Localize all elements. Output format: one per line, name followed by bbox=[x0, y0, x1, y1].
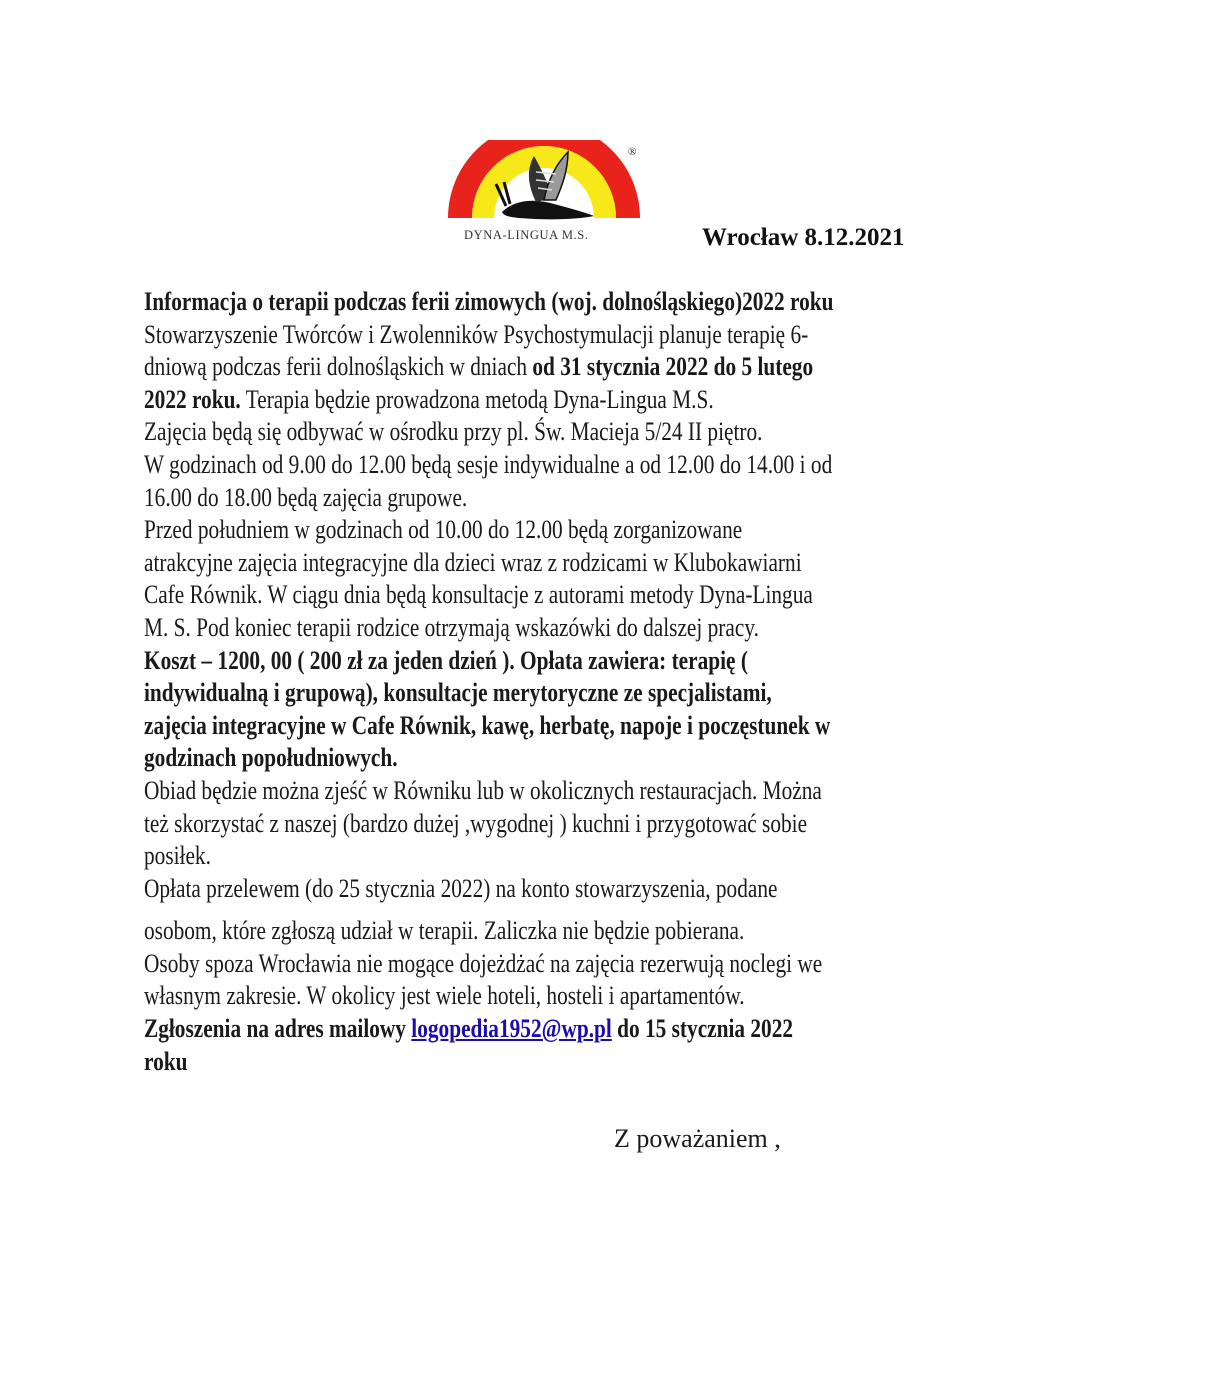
email-link[interactable]: logopedia1952@wp.pl bbox=[411, 1014, 612, 1044]
logo-text: DYNA-LINGUA M.S. bbox=[464, 228, 589, 242]
paragraph-line: M. S. Pod koniec terapii rodzice otrzymają wskazówki do dalszej pracy. bbox=[144, 612, 759, 642]
therapy-dates: od 31 stycznia 2022 do 5 lutego bbox=[532, 352, 814, 382]
paragraph-line: Przed południem w godzinach od 10.00 do 12.00 będą zorganizowane bbox=[144, 515, 743, 545]
paragraph-line: Osoby spoza Wrocławia nie mogące dojeżdżać na zajęcia rezerwują noclegi we bbox=[144, 948, 823, 978]
paragraph-line: własnym zakresie. W okolicy jest wiele hoteli, hosteli i apartamentów. bbox=[144, 981, 745, 1011]
registered-mark: ® bbox=[628, 146, 637, 158]
paragraph-line: Cafe Równik. W ciągu dnia będą konsultacje z autorami metody Dyna-Lingua bbox=[144, 580, 813, 610]
paragraph-line: Zajęcia będą się odbywać w ośrodku przy pl. Św. Macieja 5/24 II piętro. bbox=[144, 417, 763, 447]
date-line: Wrocław 8.12.2021 bbox=[702, 224, 905, 251]
paragraph-line: atrakcyjne zajęcia integracyjne dla dzieci wraz z rodzicami w Klubokawiarni bbox=[144, 547, 802, 577]
paragraph-line: Opłata przelewem (do 25 stycznia 2022) na konto stowarzyszenia, podane bbox=[144, 873, 778, 903]
paragraph-line: dniową podczas ferii dolnośląskich w dniach od 31 stycznia 2022 do 5 lutego bbox=[144, 352, 814, 382]
contact-line: roku bbox=[144, 1046, 188, 1076]
document-body bbox=[144, 286, 1068, 1078]
paragraph-line: 16.00 do 18.00 będą zajęcia grupowe. bbox=[144, 482, 468, 512]
paragraph-line: osobom, które zgłoszą udział w terapii. Zaliczka nie będzie pobierana. bbox=[144, 916, 745, 946]
contact-line: Zgłoszenia na adres mailowy logopedia1952@wp.pl do 15 stycznia 2022 bbox=[144, 1014, 794, 1044]
paragraph-line: 2022 roku. Terapia będzie prowadzona metodą Dyna-Lingua M.S. bbox=[144, 384, 714, 414]
paragraph-line: W godzinach od 9.00 do 12.00 będą sesje indywidualne a od 12.00 do 14.00 i od bbox=[144, 449, 833, 479]
cost-line: godzinach popołudniowych. bbox=[144, 743, 398, 773]
paragraph-line: też skorzystać z naszej (bardzo dużej ,wygodnej ) kuchni i przygotować sobie bbox=[144, 808, 808, 838]
cost-line: indywidualną i grupową), konsultacje merytoryczne ze specjalistami, bbox=[144, 678, 772, 708]
paragraph-line: Obiad będzie można zjeść w Równiku lub w okolicznych restauracjach. Można bbox=[144, 775, 822, 805]
cost-line: zajęcia integracyjne w Cafe Równik, kawę, herbatę, napoje i poczęstunek w bbox=[144, 710, 831, 740]
paragraph-line: Stowarzyszenie Twórców i Zwolenników Psychostymulacji planuje terapię 6- bbox=[144, 319, 809, 349]
signature: Z poważaniem , bbox=[614, 1124, 781, 1153]
cost-line: Koszt – 1200, 00 ( 200 zł za jeden dzień ). Opłata zawiera: terapię ( bbox=[144, 645, 748, 675]
document-title: Informacja o terapii podczas ferii zimowych (woj. dolnośląskiego)2022 roku bbox=[144, 287, 834, 316]
paragraph-line: posiłek. bbox=[144, 841, 211, 871]
